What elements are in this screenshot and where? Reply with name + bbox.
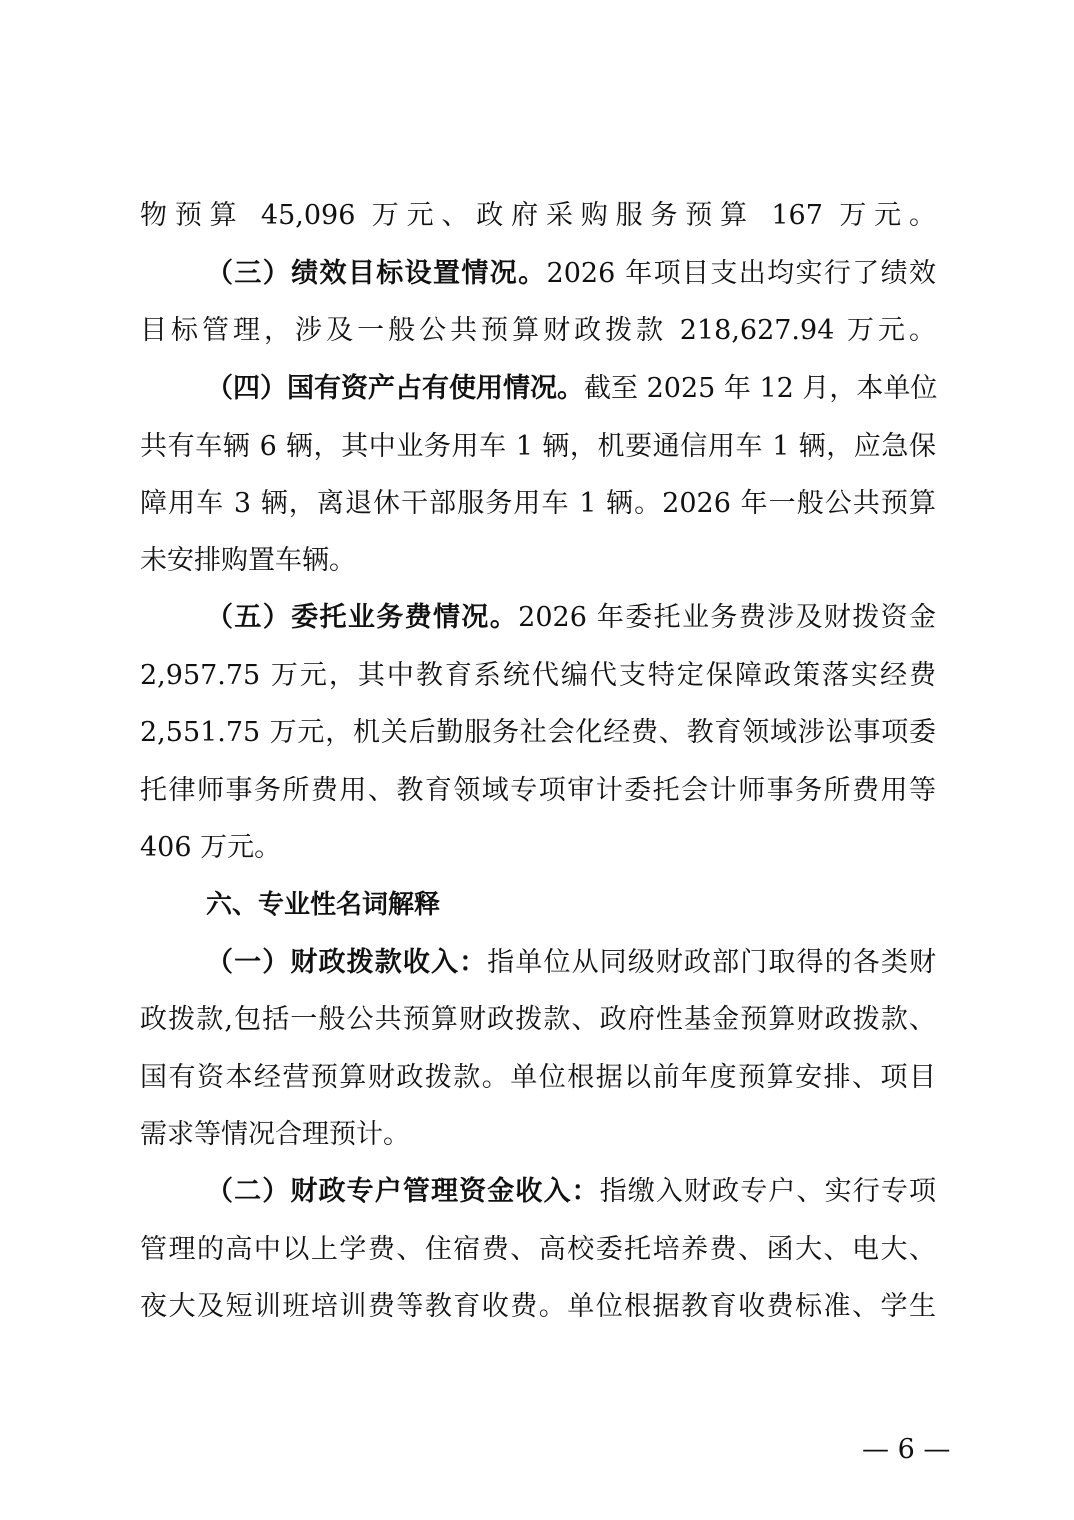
paragraph-line: 国有资本经营预算财政拨款。单位根据以前年度预算安排、项目 [140, 1062, 936, 1093]
paragraph-line: 政拨款,包括一般公共预算财政拨款、政府性基金预算财政拨款、 [140, 1004, 936, 1035]
paragraph-line [140, 369, 936, 409]
paragraph-line: 未安排购置车辆。 [140, 545, 356, 576]
paragraph-text: 2026 年委托业务费涉及财拨资金 [518, 602, 937, 633]
paragraph-line [140, 598, 936, 638]
section-lead-bold: （五）委托业务费情况。 [206, 602, 519, 633]
paragraph-line [140, 943, 936, 983]
term-bold: （二）财政专户管理资金收入： [206, 1176, 600, 1207]
section-lead-bold: （四）国有资产占有使用情况。 [206, 373, 584, 404]
paragraph-text: 指单位从同级财政部门取得的各类财 [487, 947, 937, 978]
paragraph-line [140, 254, 936, 294]
paragraph-line: 需求等情况合理预计。 [140, 1119, 410, 1150]
paragraph-line: 2,957.75 万元，其中教育系统代编代支特定保障政策落实经费 [140, 660, 936, 691]
term-bold: （一）财政拨款收入： [206, 947, 488, 978]
page-number: — 6 — [862, 1434, 951, 1465]
section-heading: 六、专业性名词解释 [206, 890, 441, 920]
paragraph-text: 2026 年项目支出均实行了绩效 [546, 258, 937, 289]
section-lead-bold: （三）绩效目标设置情况。 [206, 258, 547, 289]
paragraph-line [140, 1172, 936, 1212]
paragraph-line: 2,551.75 万元，机关后勤服务社会化经费、教育领域涉讼事项委 [140, 717, 936, 748]
paragraph-line: 夜大及短训班培训费等教育收费。单位根据教育收费标准、学生 [140, 1291, 936, 1322]
paragraph-line: 障用车 3 辆，离退休干部服务用车 1 辆。2026 年一般公共预算 [140, 488, 936, 519]
paragraph-line: 目标管理，涉及一般公共预算财政拨款 218,627.94 万元。 [140, 315, 936, 346]
paragraph-text: 截至 2025 年 12 月，本单位 [584, 373, 938, 404]
paragraph-line: 托律师事务所费用、教育领域专项审计委托会计师事务所费用等 [140, 775, 936, 806]
paragraph-line: 406 万元。 [140, 832, 282, 863]
paragraph-line: 管理的高中以上学费、住宿费、高校委托培养费、函大、电大、 [140, 1234, 936, 1265]
paragraph-line: 共有车辆 6 辆，其中业务用车 1 辆，机要通信用车 1 辆，应急保 [140, 431, 936, 462]
paragraph-text: 指缴入财政专户、实行专项 [599, 1176, 937, 1207]
paragraph-line: 物预算 45,096 万元、政府采购服务预算 167 万元。 [140, 200, 936, 231]
